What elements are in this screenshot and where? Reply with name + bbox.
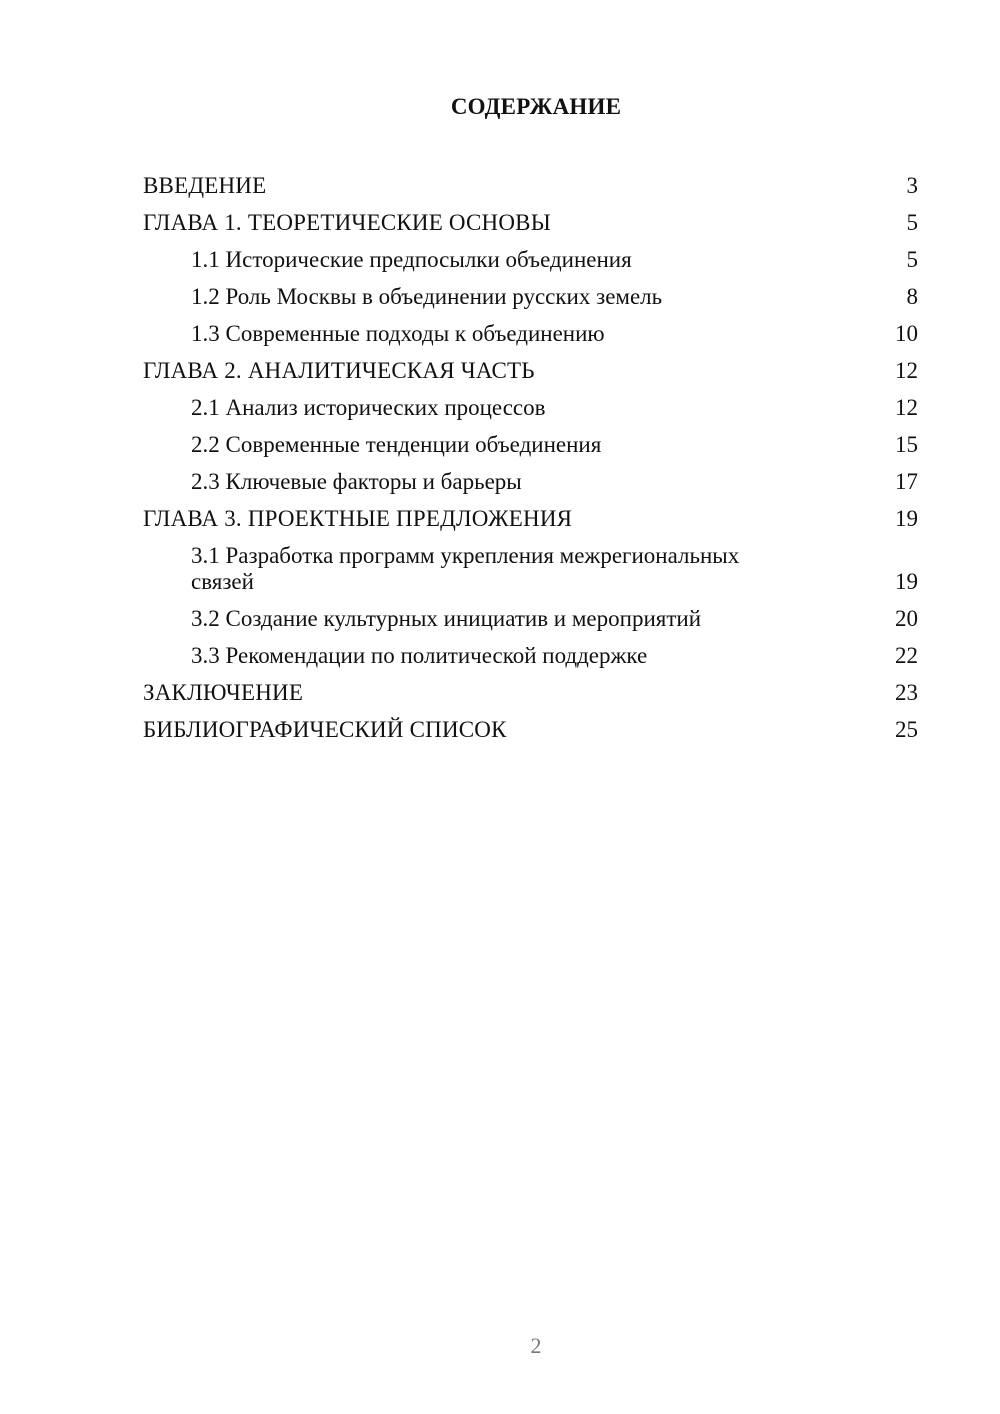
- toc-entry-section-3-3[interactable]: [143, 638, 918, 675]
- toc-entry-conclusion[interactable]: [143, 675, 918, 712]
- toc-entry-section-1-2[interactable]: [143, 279, 918, 316]
- toc-entry-text: 1.3 Современные подходы к объединению: [191, 321, 605, 346]
- toc-entry-chapter-2[interactable]: [143, 353, 918, 390]
- toc-entry-page: 22: [895, 643, 918, 668]
- page-number: 2: [530, 1333, 542, 1358]
- toc-entry-text: 1.1 Исторические предпосылки объединения: [191, 247, 632, 272]
- toc-entry-page: 25: [895, 717, 918, 742]
- toc-entry-bibliography[interactable]: [143, 712, 918, 749]
- toc-entry-page: 12: [895, 358, 918, 383]
- toc-entry-text: ЗАКЛЮЧЕНИЕ: [143, 680, 304, 705]
- table-of-contents: [143, 168, 918, 749]
- toc-entry-section-1-1[interactable]: [143, 242, 918, 279]
- toc-entry-page: 5: [906, 210, 918, 235]
- toc-entry-text: ГЛАВА 2. АНАЛИТИЧЕСКАЯ ЧАСТЬ: [143, 358, 535, 383]
- toc-entry-section-2-1[interactable]: [143, 390, 918, 427]
- toc-entry-text: БИБЛИОГРАФИЧЕСКИЙ СПИСОК: [143, 717, 507, 742]
- toc-entry-text: 3.3 Рекомендации по политической поддержке: [191, 643, 648, 668]
- toc-entry-page: 10: [895, 321, 918, 346]
- toc-entry-introduction[interactable]: [143, 168, 918, 205]
- toc-entry-page: 3: [906, 173, 918, 198]
- toc-entry-page: 17: [895, 469, 918, 494]
- toc-entry-text: 2.1 Анализ исторических процессов: [191, 395, 546, 420]
- toc-entry-chapter-3[interactable]: [143, 501, 918, 538]
- toc-entry-text: 2.3 Ключевые факторы и барьеры: [191, 469, 522, 494]
- toc-entry-text: ВВЕДЕНИЕ: [143, 173, 267, 198]
- toc-entry-page: 20: [895, 606, 918, 631]
- toc-entry-section-3-1[interactable]: [143, 538, 918, 601]
- toc-entry-section-3-2[interactable]: [143, 601, 918, 638]
- toc-entry-text: 1.2 Роль Москвы в объединении русских земель: [191, 284, 663, 309]
- toc-entry-text: 2.2 Современные тенденции объединения: [191, 432, 602, 457]
- toc-entry-section-1-3[interactable]: [143, 316, 918, 353]
- toc-entry-page: 8: [906, 284, 918, 309]
- toc-entry-text: 3.1 Разработка программ укрепления межрегиональных связей: [191, 543, 740, 594]
- toc-entry-text: ГЛАВА 3. ПРОЕКТНЫЕ ПРЕДЛОЖЕНИЯ: [143, 506, 573, 531]
- toc-entry-text: 3.2 Создание культурных инициатив и мероприятий: [191, 606, 701, 631]
- toc-entry-section-2-3[interactable]: [143, 464, 918, 501]
- toc-title: СОДЕРЖАНИЕ: [450, 94, 622, 119]
- toc-entry-section-2-2[interactable]: [143, 427, 918, 464]
- toc-entry-chapter-1[interactable]: [143, 205, 918, 242]
- toc-entry-text: ГЛАВА 1. ТЕОРЕТИЧЕСКИЕ ОСНОВЫ: [143, 210, 551, 235]
- toc-entry-page: 15: [895, 432, 918, 457]
- toc-entry-page: 12: [895, 395, 918, 420]
- toc-entry-page: 19: [895, 569, 918, 594]
- toc-entry-page: 23: [895, 680, 918, 705]
- toc-entry-page: 19: [895, 506, 918, 531]
- toc-entry-page: 5: [906, 247, 918, 272]
